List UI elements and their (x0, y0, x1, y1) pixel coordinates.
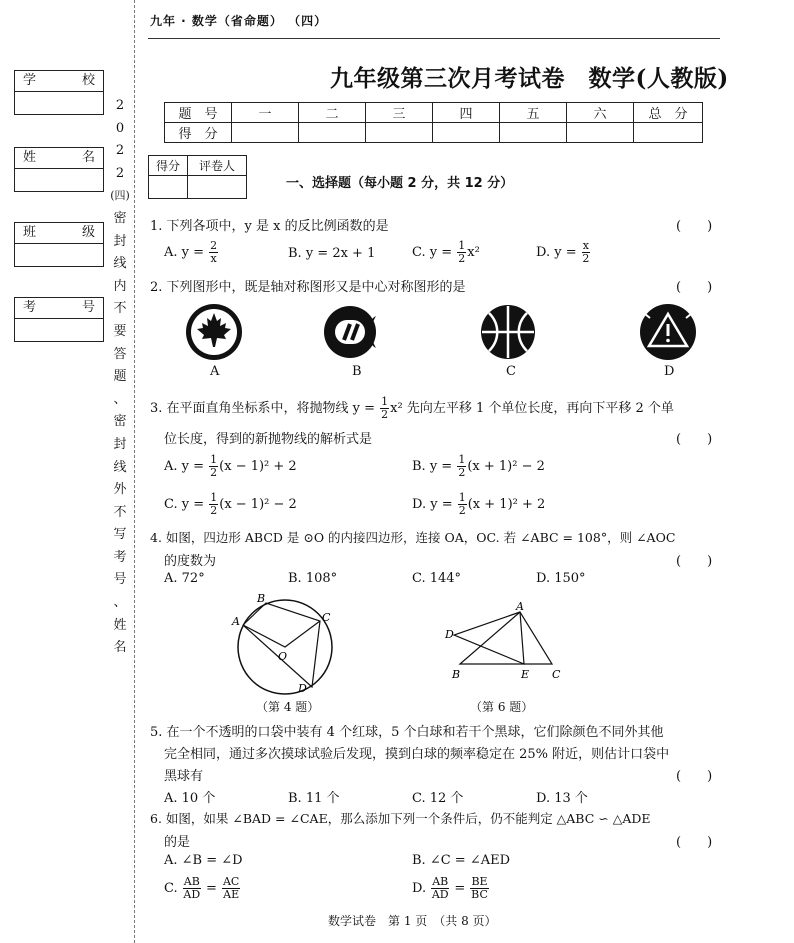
table-cell: 题 号 (165, 103, 232, 123)
figure-4-circle-diagram (226, 592, 336, 696)
table-cell: 总 分 (634, 103, 703, 123)
fraction (457, 240, 466, 265)
denominator: AD (431, 888, 449, 901)
exam-number-box (14, 297, 104, 342)
table-cell: 三 (366, 103, 433, 123)
equals-sign: = (205, 881, 217, 896)
class-box (14, 222, 104, 267)
question-5-stem-line3: 黑球有 (164, 769, 204, 784)
point-label-b: B (452, 668, 461, 681)
fraction (431, 876, 449, 901)
school-label-1: 学 (23, 73, 37, 88)
question-4-stem-line2: 的度数为 (164, 554, 217, 569)
option-text: C. y = (412, 245, 457, 260)
seal-char: 名 (113, 640, 127, 656)
question-3-stem (150, 396, 674, 421)
fraction (222, 876, 240, 901)
name-box (14, 147, 104, 192)
numerator: 2 (210, 239, 218, 252)
option-text: (x + 1)² + 2 (467, 497, 546, 512)
numerator: 1 (458, 239, 466, 252)
option-text: D. (412, 881, 427, 896)
section-heading: 一、选择题（每小题 2 分，共 12 分） (286, 176, 514, 191)
seal-char: 2 (115, 143, 125, 159)
seal-char: 2 (115, 98, 125, 113)
seal-char: 内 (113, 278, 127, 294)
denominator: x (210, 252, 217, 265)
q2-symbol-figures (180, 300, 700, 364)
fraction (380, 396, 389, 421)
stem-text: 3. 在平面直角坐标系中，将抛物线 y = (150, 401, 380, 416)
seal-char: 、 (113, 391, 127, 407)
numerator: BE (471, 875, 488, 888)
q1-option-c[interactable] (412, 240, 480, 265)
figure-6-caption: （第 6 题） (470, 700, 534, 714)
point-label-c: C (322, 611, 331, 624)
q4-option-b[interactable]: B. 108° (288, 571, 338, 586)
answer-paren[interactable]: ( ) (676, 280, 713, 295)
score-cell[interactable] (634, 123, 703, 143)
seal-char: 0 (115, 120, 125, 136)
denominator: BC (471, 888, 488, 901)
seal-char: (四) (110, 189, 130, 203)
answer-paren[interactable]: ( ) (676, 219, 713, 234)
numerator: 1 (458, 491, 466, 504)
table-cell: 得 分 (165, 123, 232, 143)
grader-table (148, 155, 247, 199)
question-5-stem-line2: 完全相同，通过多次摸球试验后发现，摸到白球的频率稳定在 25% 附近，则估计口袋中 (164, 747, 670, 762)
radii-oa-oc (243, 621, 320, 647)
seal-char: 线 (113, 459, 127, 475)
denominator: AE (223, 888, 240, 901)
numerator: AB (432, 875, 449, 888)
seal-char: 答 (113, 346, 127, 362)
denominator: 2 (210, 504, 218, 517)
grader-score-cell[interactable] (149, 176, 188, 199)
question-6-stem: 6. 如图，如果 ∠BAD = ∠CAE，那么添加下列一个条件后，仍不能判定 △ABC ∽ △ADE (150, 811, 651, 826)
seal-char: 要 (113, 323, 127, 339)
option-text: A. y = (164, 459, 209, 474)
point-label-d: D (298, 682, 307, 695)
numerator: 1 (210, 453, 218, 466)
stem-text: x² 先向左平移 1 个单位长度，再向下平移 2 个单 (390, 401, 674, 416)
denominator: 2 (210, 466, 218, 479)
score-table-header-row (165, 103, 703, 123)
maple-leaf-icon[interactable] (186, 304, 242, 360)
seal-char: 不 (113, 301, 127, 317)
seal-char: 、 (113, 595, 127, 611)
denominator: AD (183, 888, 201, 901)
fraction (209, 454, 218, 479)
question-1-stem: 1. 下列各项中，y 是 x 的反比例函数的是 (150, 219, 389, 234)
figure-6-triangle-diagram (440, 600, 568, 686)
seal-char: 2 (115, 165, 125, 181)
score-cell[interactable] (232, 123, 299, 143)
grader-person-cell[interactable] (188, 176, 247, 199)
q3-option-c[interactable] (164, 492, 297, 517)
exam-title: 九年级第三次月考试卷 数学(人教版) (330, 65, 729, 92)
denominator: 2 (458, 466, 466, 479)
point-label-c: C (552, 668, 561, 681)
q4-option-a[interactable]: A. 72° (164, 571, 205, 586)
warning-sign-icon[interactable] (640, 304, 696, 360)
q4-option-c[interactable]: C. 144° (412, 571, 462, 586)
seal-char: 密 (113, 414, 127, 430)
option-text: D. y = (412, 497, 457, 512)
fraction (209, 492, 218, 517)
seal-line-notice (110, 95, 130, 660)
table-cell: 二 (299, 103, 366, 123)
q5-option-d[interactable]: D. 13 个 (536, 791, 588, 806)
q2-label-b[interactable]: B (352, 364, 362, 379)
option-text: (x − 1)² − 2 (219, 497, 297, 512)
seal-char: 不 (113, 504, 127, 520)
class-label-2: 级 (81, 225, 95, 240)
school-field[interactable] (15, 92, 103, 114)
numerator: x (582, 239, 589, 252)
seal-char: 考 (113, 549, 127, 565)
option-text: (x − 1)² + 2 (219, 459, 297, 474)
table-cell: 六 (567, 103, 634, 123)
question-4-stem: 4. 如图，四边形 ABCD 是 ⊙O 的内接四边形，连接 OA，OC. 若 ∠ABC = 108°，则 ∠AOC (150, 530, 676, 545)
q2-label-d[interactable]: D (664, 364, 675, 379)
numerator: 1 (210, 491, 218, 504)
figure-4-caption: （第 4 题） (256, 700, 320, 714)
option-text: (x + 1)² − 2 (467, 459, 545, 474)
binding-fold-line (134, 0, 135, 943)
q1-option-a[interactable] (164, 240, 219, 265)
fraction (458, 492, 467, 517)
q6-option-b[interactable]: B. ∠C = ∠AED (412, 853, 511, 868)
score-cell[interactable] (299, 123, 366, 143)
q6-option-c[interactable] (164, 876, 241, 901)
question-2-stem: 2. 下列图形中，既是轴对称图形又是中心对称图形的是 (150, 280, 466, 295)
q5-option-b[interactable]: B. 11 个 (288, 791, 340, 806)
table-cell: 四 (433, 103, 500, 123)
score-cell[interactable] (567, 123, 634, 143)
exam-number-label-1: 考 (23, 300, 37, 315)
score-table (164, 102, 703, 143)
q6-option-d[interactable] (412, 876, 490, 901)
seal-char: 封 (113, 436, 127, 452)
q2-label-c[interactable]: C (506, 364, 516, 379)
basketball-icon[interactable] (481, 305, 535, 359)
q3-option-a[interactable] (164, 454, 297, 479)
point-label-e: E (521, 668, 530, 681)
answer-paren[interactable]: ( ) (676, 835, 713, 850)
numerator: 1 (381, 395, 389, 408)
q1-option-b[interactable]: B. y = 2x + 1 (288, 246, 376, 261)
class-field[interactable] (15, 244, 103, 266)
fraction (582, 240, 590, 265)
numerator: 1 (458, 453, 466, 466)
class-label-1: 班 (23, 225, 37, 240)
q4-option-d[interactable]: D. 150° (536, 571, 586, 586)
fraction (457, 454, 466, 479)
option-text: C. (164, 881, 178, 896)
seal-char: 封 (113, 233, 127, 249)
header-rule (148, 38, 720, 39)
question-3-stem-line2: 位长度，得到的新抛物线的解析式是 (164, 432, 373, 447)
score-cell[interactable] (433, 123, 500, 143)
seal-char: 姓 (113, 617, 127, 633)
point-label-b: B (257, 592, 266, 605)
name-label-1: 姓 (23, 150, 37, 165)
point-label-a: A (232, 615, 240, 628)
name-label-2: 名 (81, 150, 95, 165)
option-text: A. y = (164, 245, 209, 260)
denominator: 2 (458, 252, 466, 265)
question-6-stem-line2: 的是 (164, 835, 191, 850)
school-label-2: 校 (81, 73, 95, 88)
q1-option-d[interactable] (536, 240, 591, 265)
denominator: 2 (381, 408, 389, 421)
exam-number-field[interactable] (15, 319, 103, 341)
option-text: D. y = (536, 245, 581, 260)
equals-sign: = (454, 881, 466, 896)
seal-char: 题 (113, 369, 127, 385)
score-cell[interactable] (500, 123, 567, 143)
seal-char: 线 (113, 256, 127, 272)
seal-char: 外 (113, 482, 127, 498)
exam-number-label-2: 号 (81, 300, 95, 315)
question-5-stem: 5. 在一个不透明的口袋中装有 4 个红球，5 个白球和若干个黑球，它们除颜色不同外其他 (150, 725, 664, 740)
fraction (209, 240, 218, 265)
point-label-d: D (445, 628, 454, 641)
triangle-ade (454, 612, 524, 664)
numerator: AC (222, 875, 240, 888)
score-table-score-row (165, 123, 703, 143)
answer-paren[interactable]: ( ) (676, 769, 713, 784)
denominator: 2 (458, 504, 466, 517)
numerator: AB (183, 875, 200, 888)
q2-label-a[interactable]: A (210, 364, 220, 379)
seal-char: 号 (113, 572, 127, 588)
q5-option-c[interactable]: C. 12 个 (412, 791, 464, 806)
running-head: 九年 · 数学（省命题） （四） (150, 14, 328, 28)
q3-option-d[interactable] (412, 492, 545, 517)
q6-option-a[interactable]: A. ∠B = ∠D (164, 853, 243, 868)
q5-option-a[interactable]: A. 10 个 (164, 791, 216, 806)
fraction (183, 876, 201, 901)
point-label-a: A (516, 600, 524, 613)
school-box (14, 70, 104, 115)
answer-paren[interactable]: ( ) (676, 554, 713, 569)
option-text: B. y = (412, 459, 457, 474)
table-cell: 一 (232, 103, 299, 123)
grader-person-label: 评卷人 (188, 156, 247, 176)
grader-score-label: 得分 (149, 156, 188, 176)
fraction (470, 876, 488, 901)
score-cell[interactable] (366, 123, 433, 143)
fish-logo-icon[interactable] (324, 306, 376, 358)
denominator: 2 (582, 252, 590, 265)
answer-paren[interactable]: ( ) (676, 432, 713, 447)
table-cell: 五 (500, 103, 567, 123)
option-text: C. y = (164, 497, 209, 512)
point-label-o: O (278, 650, 288, 663)
name-field[interactable] (15, 169, 103, 191)
option-text: x² (467, 245, 480, 260)
seal-char: 密 (113, 210, 127, 226)
q3-option-b[interactable] (412, 454, 545, 479)
page-footer: 数学试卷 第 1 页 （共 8 页） (328, 914, 497, 928)
seal-char: 写 (113, 527, 127, 543)
